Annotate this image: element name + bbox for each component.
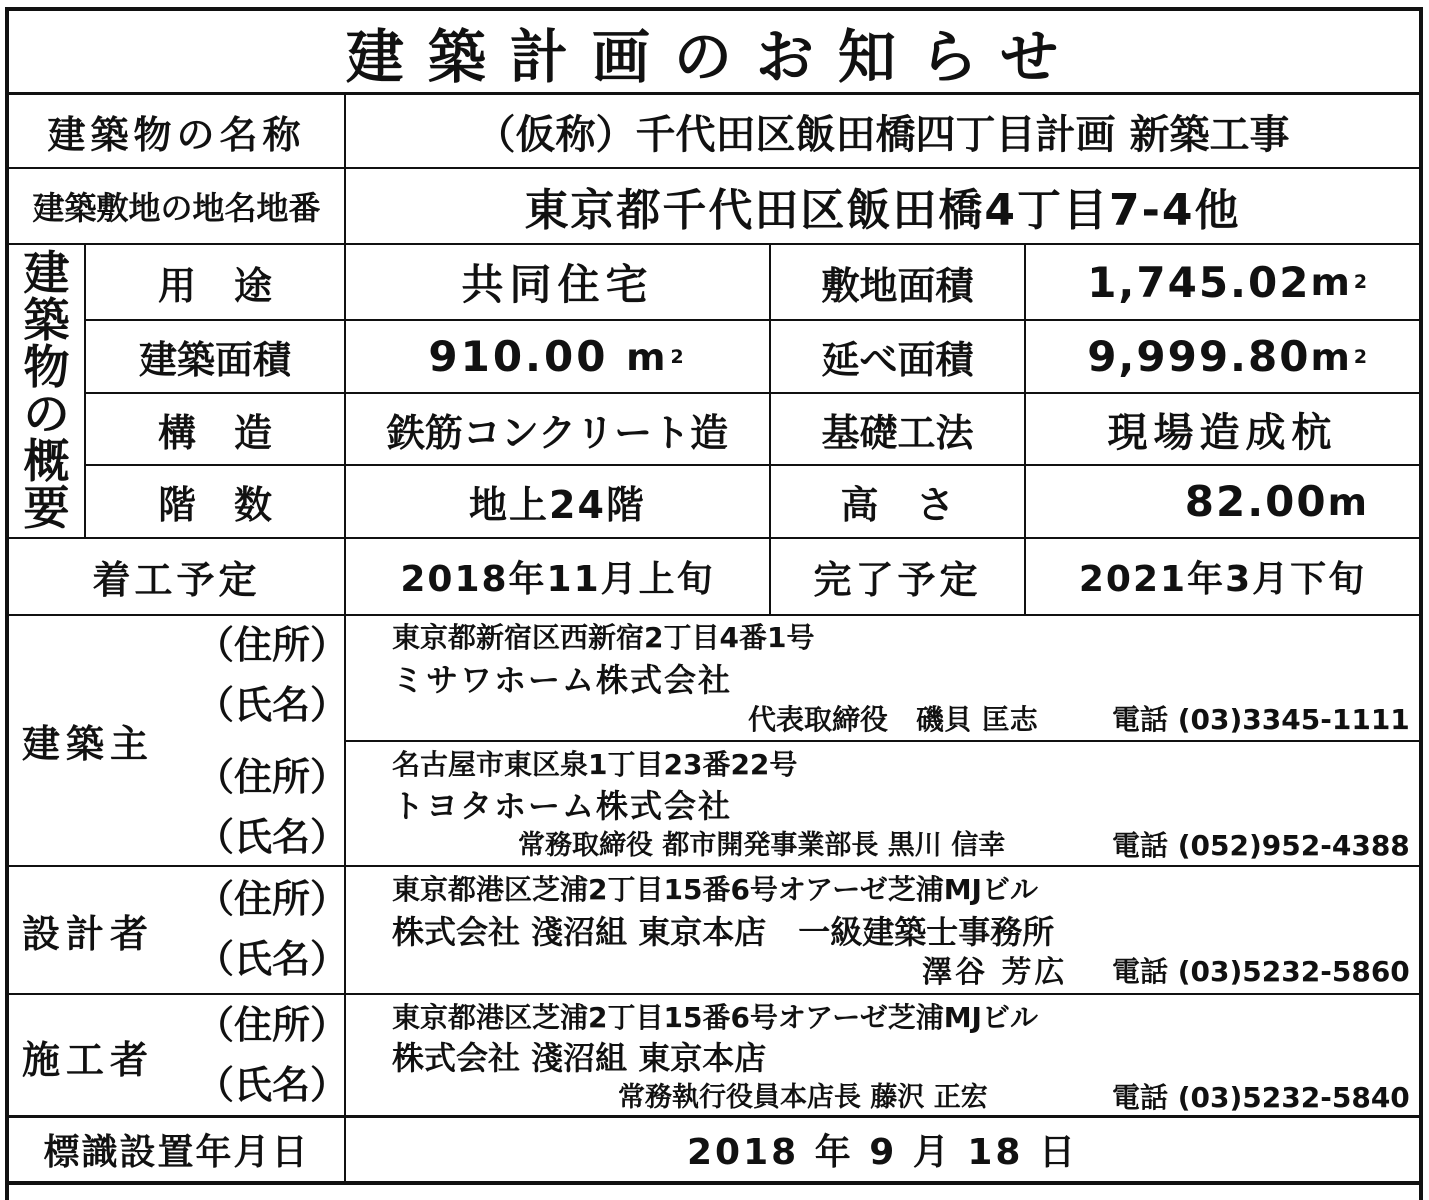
designer-company: 株式会社 淺沼組 東京本店 一級建築士事務所 [392, 913, 1055, 951]
owner-2-phone: 電話 (052)952-4388 [1112, 829, 1410, 862]
building-area-unit-sup: 2 [670, 345, 687, 368]
building-area-number: 910.00 [428, 332, 609, 381]
total-floor-area-label: 延べ面積 [821, 338, 974, 382]
owner-2-address: 名古屋市東区泉1丁目23番22号 [392, 748, 798, 781]
height-number: 82.00 [1184, 477, 1328, 526]
owner-1-representative: 代表取締役 磯貝 匡志 [748, 703, 1038, 736]
designer-phone: 電話 (03)5232-5860 [1112, 955, 1410, 988]
frame-right [1419, 7, 1423, 1200]
contractor-phone: 電話 (03)5232-5840 [1112, 1081, 1410, 1114]
posting-date-value: 2018 年 9 月 18 日 [686, 1132, 1078, 1173]
overview-label-char: 築 [23, 293, 70, 347]
owner-1-phone: 電話 (03)3345-1111 [1112, 703, 1410, 736]
overview-label-text [23, 246, 70, 535]
owner-1-name-tag: （氏名） [196, 683, 349, 727]
total-floor-area-unit: m [1310, 334, 1352, 379]
contractor-address: 東京都港区芝浦2丁目15番6号オアーゼ芝浦MJビル [392, 1001, 1038, 1034]
building-name-label: 建築物の名称 [47, 112, 306, 157]
designer-representative: 澤谷 芳広 [922, 955, 1068, 990]
usage-value: 共同住宅 [461, 260, 654, 309]
building-area-value [346, 321, 769, 392]
overview-label-char: 建 [23, 246, 70, 300]
building-area-label: 建築面積 [138, 338, 291, 382]
rule [346, 740, 1422, 742]
structure-label: 構 造 [157, 410, 272, 455]
overview-label [9, 245, 84, 537]
owner-2-company: トヨタホーム株式会社 [392, 787, 733, 825]
total-floor-area-number: 9,999.80 [1087, 332, 1311, 381]
floors-label: 階 数 [157, 483, 272, 527]
foundation-label: 基礎工法 [821, 410, 974, 455]
site-area-unit-sup: 2 [1353, 271, 1369, 293]
structure-value: 鉄筋コンクリート造 [386, 410, 729, 455]
posting-date-label: 標識設置年月日 [43, 1132, 310, 1173]
designer-address-tag: （住所） [196, 877, 349, 921]
site-area-value [1026, 245, 1419, 319]
designer-name-tag: （氏名） [196, 937, 349, 981]
site-area-unit: m [1310, 260, 1352, 304]
site-area-number: 1,745.02 [1087, 257, 1311, 307]
owner-label: 建築主 [22, 721, 155, 766]
overview-label-char: 物 [23, 340, 70, 394]
start-label: 着工予定 [92, 558, 261, 602]
height-label: 高 さ [840, 483, 955, 527]
total-floor-area-unit-sup: 2 [1353, 345, 1369, 368]
contractor-address-tag: （住所） [196, 1003, 349, 1047]
usage-label: 用 途 [157, 263, 272, 308]
site-area-label: 敷地面積 [821, 263, 974, 308]
contractor-representative: 常務執行役員本店長 藤沢 正宏 [618, 1082, 988, 1113]
overview-label-char: 概 [23, 434, 70, 488]
owner-2-address-tag: （住所） [196, 755, 349, 799]
site-address-label: 建築敷地の地名地番 [32, 189, 321, 227]
floors-value: 地上24階 [469, 483, 646, 527]
rule [5, 865, 1422, 867]
height-unit: m [1327, 479, 1369, 524]
site-address-value: 東京都千代田区飯田橋4丁目7-4他 [524, 185, 1241, 236]
building-area-unit: m [626, 334, 669, 379]
overview-label-char: の [23, 387, 70, 441]
owner-2-name-tag: （氏名） [196, 815, 349, 859]
designer-label: 設計者 [22, 911, 155, 956]
frame-bottom [5, 1181, 1422, 1185]
height-value [1026, 466, 1419, 537]
contractor-company: 株式会社 淺沼組 東京本店 [392, 1039, 767, 1077]
owner-2-representative: 常務取締役 都市開発事業部長 黒川 信幸 [518, 830, 1006, 861]
end-label: 完了予定 [813, 558, 982, 602]
designer-address: 東京都港区芝浦2丁目15番6号オアーゼ芝浦MJビル [392, 873, 1038, 906]
contractor-label: 施工者 [22, 1037, 155, 1082]
rule [5, 614, 1422, 616]
overview-label-char: 要 [23, 481, 70, 535]
start-value: 2018年11月上旬 [400, 559, 715, 600]
total-floor-area-value [1026, 321, 1419, 392]
end-value: 2021年3月下旬 [1078, 559, 1367, 600]
owner-1-address-tag: （住所） [196, 623, 349, 667]
foundation-value: 現場造成杭 [1107, 409, 1338, 456]
owner-1-company: ミサワホーム株式会社 [392, 661, 733, 699]
contractor-name-tag: （氏名） [196, 1063, 349, 1107]
rule [5, 993, 1422, 995]
owner-1-address: 東京都新宿区西新宿2丁目4番1号 [392, 621, 815, 654]
building-name-value: （仮称）千代田区飯田橋四丁目計画 新築工事 [475, 111, 1290, 158]
page-title: 建築計画のお知らせ [345, 22, 1083, 91]
